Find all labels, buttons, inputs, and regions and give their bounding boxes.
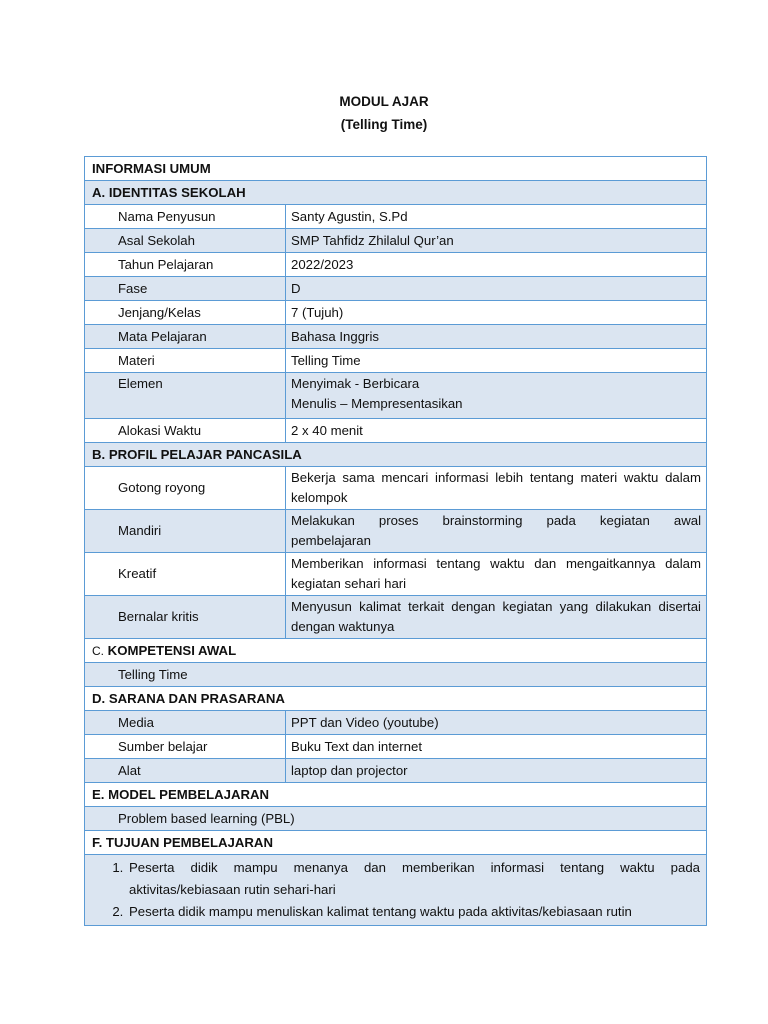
row-value: laptop dan projector	[286, 759, 707, 783]
section-f-title: F. TUJUAN PEMBELAJARAN	[85, 831, 707, 855]
row-label: Elemen	[85, 373, 286, 419]
row-value: Bahasa Inggris	[286, 325, 707, 349]
list-item: 1. Peserta didik mampu menanya dan memberikan informasi tentang waktu pada aktivitas/kebiasaan rutin sehari-hari	[127, 857, 700, 901]
row-value: Telling Time	[286, 349, 707, 373]
row-value: Bekerja sama mencari informasi lebih tentang materi waktu dalam kelompok	[286, 467, 707, 510]
table-row	[85, 553, 707, 596]
row-value: Buku Text dan internet	[286, 735, 707, 759]
row-label: Nama Penyusun	[85, 205, 286, 229]
row-value-line: Menulis – Mempresentasikan	[291, 396, 463, 411]
row-value: Memberikan informasi tentang waktu dan mengaitkannya dalam kegiatan sehari hari	[286, 553, 707, 596]
section-f-content	[85, 855, 707, 926]
table-row	[85, 419, 707, 443]
document-subtitle: (Telling Time)	[340, 117, 428, 132]
section-e-row	[85, 783, 707, 807]
table-row	[85, 301, 707, 325]
table-row	[85, 325, 707, 349]
row-label: Alat	[85, 759, 286, 783]
table-row	[85, 229, 707, 253]
list-item: 2. Peserta didik mampu menuliskan kalimat tentang waktu pada aktivitas/kebiasaan rutin	[127, 901, 700, 923]
row-value: SMP Tahfidz Zhilalul Qur’an	[286, 229, 707, 253]
row-label: Asal Sekolah	[85, 229, 286, 253]
row-label: Gotong royong	[85, 467, 286, 510]
row-value: 2 x 40 menit	[286, 419, 707, 443]
table-row	[85, 253, 707, 277]
row-label: Sumber belajar	[85, 735, 286, 759]
table-row	[85, 807, 707, 831]
row-label: Materi	[85, 349, 286, 373]
row-value: PPT dan Video (youtube)	[286, 711, 707, 735]
row-label: Fase	[85, 277, 286, 301]
row-label: Bernalar kritis	[85, 596, 286, 639]
section-a-row	[85, 181, 707, 205]
row-value: Melakukan proses brainstorming pada kegiatan awal pembelajaran	[286, 510, 707, 553]
section-c-row	[85, 639, 707, 663]
section-e-content: Problem based learning (PBL)	[85, 807, 707, 831]
row-label: Jenjang/Kelas	[85, 301, 286, 325]
section-c-label: KOMPETENSI AWAL	[107, 642, 237, 658]
table-row	[85, 663, 707, 687]
section-d-title: D. SARANA DAN PRASARANA	[85, 687, 707, 711]
row-value: 7 (Tujuh)	[286, 301, 707, 325]
table-row	[85, 855, 707, 926]
table-row	[85, 349, 707, 373]
section-a-title: A. IDENTITAS SEKOLAH	[85, 181, 707, 205]
section-b-row	[85, 443, 707, 467]
section-c-title	[85, 639, 707, 663]
table-row	[85, 277, 707, 301]
row-label: Kreatif	[85, 553, 286, 596]
table-row	[85, 373, 707, 419]
row-value: D	[286, 277, 707, 301]
row-label: Alokasi Waktu	[85, 419, 286, 443]
table-row	[85, 510, 707, 553]
row-value-line: Menyimak - Berbicara	[291, 376, 420, 391]
section-f-row	[85, 831, 707, 855]
section-c-content: Telling Time	[85, 663, 707, 687]
table-row	[85, 735, 707, 759]
section-c-prefix: C.	[92, 643, 104, 658]
objectives-list	[85, 857, 700, 923]
row-value: 2022/2023	[286, 253, 707, 277]
row-label: Mata Pelajaran	[85, 325, 286, 349]
row-label: Tahun Pelajaran	[85, 253, 286, 277]
table-header: INFORMASI UMUM	[85, 157, 707, 181]
table-row	[85, 205, 707, 229]
table-row	[85, 759, 707, 783]
row-label: Mandiri	[85, 510, 286, 553]
section-d-row	[85, 687, 707, 711]
section-e-title: E. MODEL PEMBELAJARAN	[85, 783, 707, 807]
table-row	[85, 467, 707, 510]
info-table	[84, 156, 707, 926]
table-row	[85, 711, 707, 735]
table-header-row	[85, 157, 707, 181]
row-value: Menyusun kalimat terkait dengan kegiatan yang dilakukan disertai dengan waktunya	[286, 596, 707, 639]
table-row	[85, 596, 707, 639]
row-value	[286, 373, 707, 419]
section-b-title: B. PROFIL PELAJAR PANCASILA	[85, 443, 707, 467]
row-value: Santy Agustin, S.Pd	[286, 205, 707, 229]
document-title: MODUL AJAR	[339, 94, 429, 109]
row-label: Media	[85, 711, 286, 735]
